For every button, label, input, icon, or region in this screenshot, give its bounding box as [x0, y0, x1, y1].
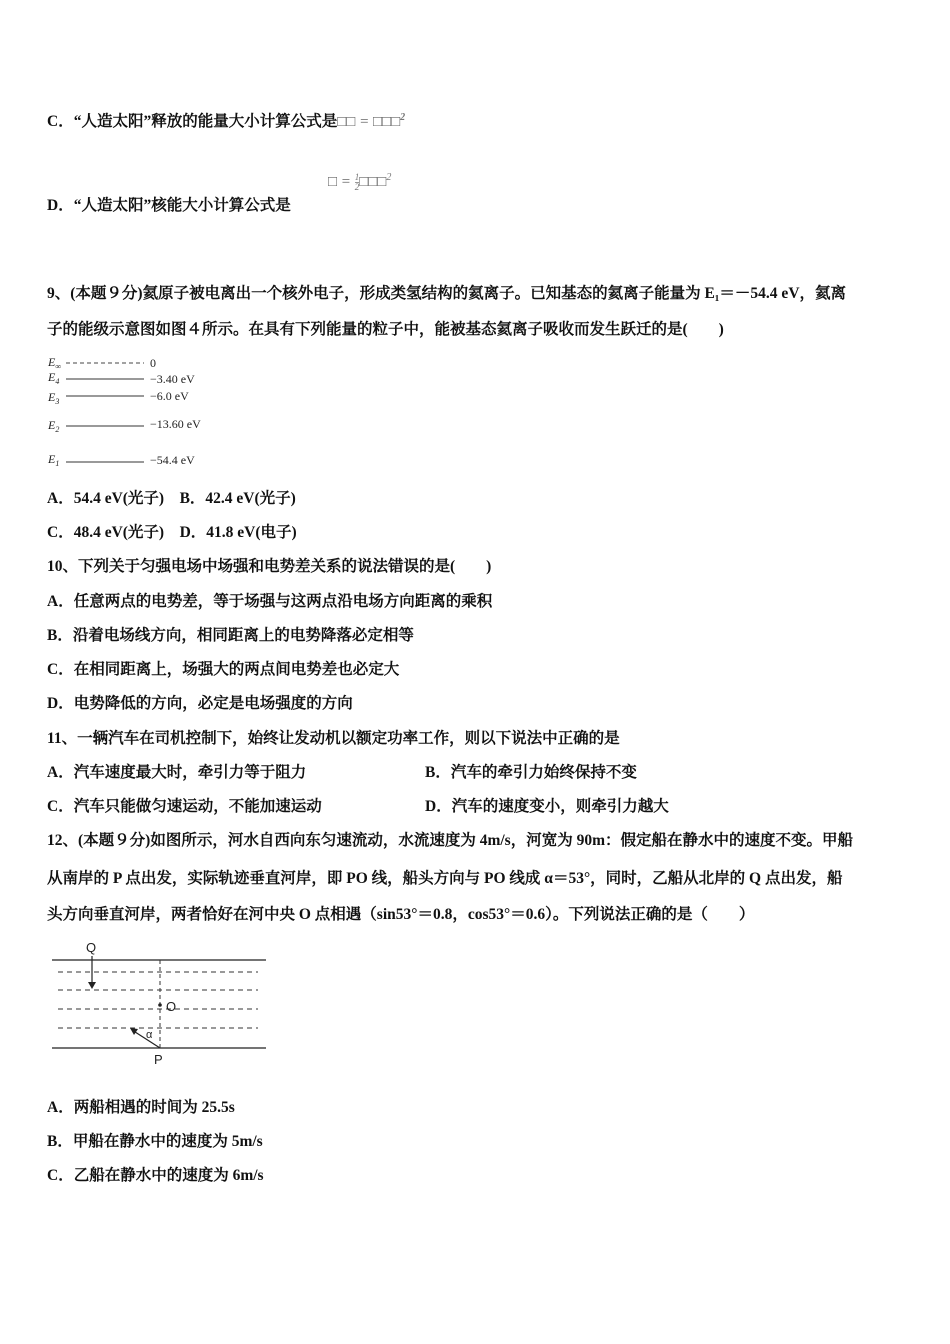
- svg-text:E∞: $E_\infty$: [48, 355, 62, 371]
- q11-options-row-2: [47, 796, 669, 818]
- q11-options-row-1: [47, 762, 637, 784]
- arrow-head-icon: [88, 982, 96, 989]
- svg-text:−3.40 eV: −3.40 eV: [150, 372, 195, 386]
- label-o: O: [166, 999, 177, 1014]
- point-o: [158, 1003, 162, 1007]
- q12-option-c: C．乙船在静水中的速度为 6m/s: [47, 1167, 264, 1184]
- svg-text:−6.0 eV: −6.0 eV: [150, 389, 189, 403]
- q12-stem-line-3: 头方向垂直河岸，两者恰好在河中央 O 点相遇（sin53°＝0.8，cos53°＝0.6）。下列说法正确的是（ ）: [47, 906, 755, 923]
- q11-option-b: B．汽车的牵引力始终保持不变: [425, 764, 637, 781]
- q10-option-d: D．电势降低的方向，必定是电场强度的方向: [47, 695, 353, 712]
- energy-level-diagram: [44, 350, 224, 475]
- label-alpha: α: [146, 1029, 153, 1041]
- q9-stem-line-2: 子的能级示意图如图４所示。在具有下列能量的粒子中，能被基态氦离子吸收而发生跃迁的是( ): [47, 321, 724, 338]
- q8-option-c-formula: □□ = □□□: [337, 114, 401, 131]
- svg-text:−54.4 eV: −54.4 eV: [150, 453, 195, 467]
- label-p: P: [154, 1052, 163, 1067]
- energy-level-e-inf: [47, 355, 156, 371]
- q9-options-row-2: C．48.4 eV(光子) D．41.8 eV(电子): [47, 524, 297, 541]
- q11-option-c: C．汽车只能做匀速运动，不能加速运动: [47, 798, 322, 815]
- q12-option-b: B．甲船在静水中的速度为 5m/s: [47, 1133, 263, 1150]
- svg-text:0: 0: [150, 356, 156, 370]
- q12-stem-line-2: 从南岸的 P 点出发，实际轨迹垂直河岸，即 PO 线，船头方向与 PO 线成 α＝53°，同时，乙船从北岸的 Q 点出发，船: [47, 870, 843, 887]
- svg-text:E4: $E_4$: [48, 370, 60, 386]
- q11-stem: 11、一辆汽车在司机控制下，始终让发动机以额定功率工作，则以下说法中正确的是: [47, 730, 620, 747]
- river-diagram: [48, 938, 273, 1068]
- q11-option-d: D．汽车的速度变小，则牵引力越大: [425, 798, 669, 815]
- svg-text:E1: $E_1$: [48, 452, 60, 468]
- q11-option-a: A．汽车速度最大时，牵引力等于阻力: [47, 764, 307, 781]
- q8-option-d-formula: □ = $\frac{1}{2}$ □□□$^2$: [328, 172, 392, 193]
- label-q: Q: [86, 940, 97, 955]
- q10-option-b: B．沿着电场线方向，相同距离上的电势降落必定相等: [47, 627, 414, 644]
- fraction: $\frac{1}{2}$: [354, 172, 360, 193]
- q10-stem: 10、下列关于匀强电场中场强和电势差关系的说法错误的是( ): [47, 558, 492, 575]
- svg-text:E2: $E_2$: [48, 418, 60, 434]
- q8-option-d: D．“人造太阳”核能大小计算公式是: [47, 197, 291, 214]
- q12-stem-line-1: 12、(本题９分)如图所示，河水自西向东匀速流动，水流速度为 4m/s，河宽为 90m：假定船在静水中的速度不变。甲船: [47, 832, 853, 849]
- q9-stem-line-1: 9、(本题９分)氦原子被电离出一个核外电子，形成类氢结构的氦离子。已知基态的氦离子能量为 E₁＝－54.4 eV，氦离: [47, 285, 847, 302]
- q9-options-row-1: A．54.4 eV(光子) B．42.4 eV(光子): [47, 490, 296, 507]
- q8-option-c: C．“人造太阳”释放的能量大小计算公式是□□ = □□□$^2$: [47, 112, 406, 131]
- q12-option-a: A．两船相遇的时间为 25.5s: [47, 1099, 235, 1116]
- arrow-head-icon: [130, 1028, 138, 1035]
- energy-level-e3: [47, 389, 189, 406]
- energy-level-e1: [47, 452, 195, 468]
- svg-text:−13.60 eV: −13.60 eV: [150, 417, 201, 431]
- q10-option-c: C．在相同距离上，场强大的两点间电势差也必定大: [47, 661, 400, 678]
- energy-level-e4: [47, 370, 195, 386]
- svg-text:E3: $E_3$: [48, 390, 60, 406]
- energy-level-e2: [47, 417, 201, 434]
- q10-option-a: A．任意两点的电势差，等于场强与这两点沿电场方向距离的乘积: [47, 593, 493, 610]
